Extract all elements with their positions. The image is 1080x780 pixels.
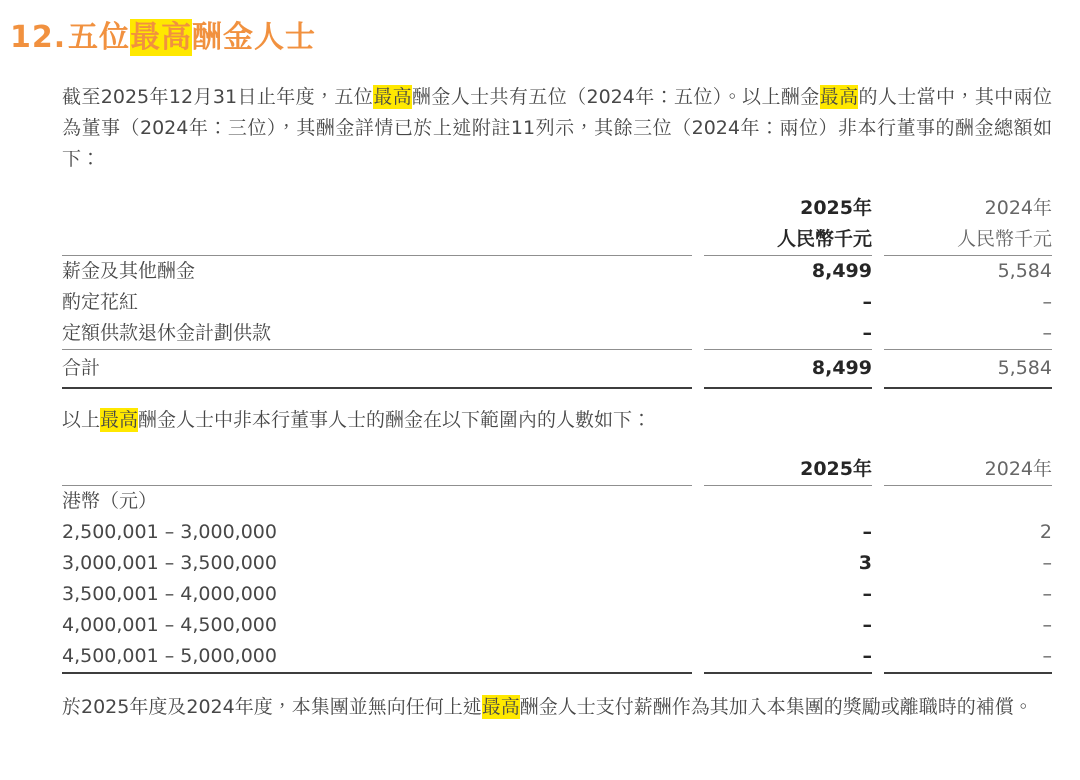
section-number: 12. bbox=[10, 20, 67, 55]
value-2024: – bbox=[1042, 552, 1052, 574]
remuneration-bands-table bbox=[50, 454, 1064, 674]
table-row bbox=[62, 641, 1052, 674]
row-label: 定額供款退休金計劃供款 bbox=[62, 318, 692, 350]
section-heading bbox=[10, 18, 1052, 58]
text-segment: 酬金人士支付薪酬作為其加入本集團的獎勵或離職時的補償。 bbox=[519, 696, 1033, 718]
year-2024-header: 2024年 bbox=[884, 454, 1052, 486]
value-2024: – bbox=[884, 641, 1052, 674]
total-2024: 5,584 bbox=[884, 350, 1052, 389]
table-row bbox=[62, 579, 1052, 610]
section-title bbox=[68, 18, 316, 58]
value-2025: – bbox=[862, 291, 872, 313]
highlight-mark: 最高 bbox=[130, 20, 192, 55]
row-label: 4,000,001 – 4,500,000 bbox=[62, 614, 277, 636]
year-header-row bbox=[62, 193, 1052, 224]
text-segment: 酬金人士共有五位（2024年：五位）。以上酬金 bbox=[411, 86, 820, 108]
row-label: 薪金及其他酬金 bbox=[62, 260, 196, 282]
highlight-mark: 最高 bbox=[481, 696, 520, 718]
highlight-mark: 最高 bbox=[100, 409, 139, 431]
highlight-mark: 最高 bbox=[819, 86, 859, 108]
empty-header-cell bbox=[62, 224, 692, 256]
value-2025: 8,499 bbox=[811, 260, 872, 282]
table-row bbox=[62, 548, 1052, 579]
value-2024: – bbox=[1042, 614, 1052, 636]
value-2025: 3 bbox=[858, 552, 872, 574]
row-label: 2,500,001 – 3,000,000 bbox=[62, 521, 277, 543]
text-segment: 截至2025年12月31日止年度，五位 bbox=[62, 86, 374, 108]
year-2024-header: 2024年 bbox=[984, 197, 1052, 219]
value-2025: – bbox=[704, 318, 872, 350]
value-2025: – bbox=[862, 614, 872, 636]
total-row bbox=[62, 350, 1052, 389]
text-segment: 的人士當中，其中兩位為董事（2024年：三位），其酬金詳情已於上述附註11列示，其餘三位（2024年：兩位）非本行董事的酬金總額如下： bbox=[62, 86, 1052, 170]
text-segment: 以上 bbox=[62, 409, 101, 431]
row-label: 港幣（元） bbox=[62, 490, 158, 512]
closing-paragraph bbox=[62, 692, 1052, 723]
value-2024: – bbox=[1042, 291, 1052, 313]
table-row bbox=[62, 287, 1052, 318]
table-row bbox=[62, 610, 1052, 641]
value-2024 bbox=[884, 486, 1052, 517]
value-2024: – bbox=[1042, 583, 1052, 605]
year-2025-header: 2025年 bbox=[800, 197, 872, 219]
year-2025-header: 2025年 bbox=[704, 454, 872, 486]
row-label: 酌定花紅 bbox=[62, 291, 139, 313]
table-row bbox=[62, 517, 1052, 548]
emoluments-table bbox=[50, 193, 1064, 389]
table-row bbox=[62, 256, 1052, 287]
text-segment: 五位 bbox=[68, 20, 130, 55]
total-label: 合計 bbox=[62, 350, 692, 389]
value-2025: – bbox=[862, 521, 872, 543]
row-label: 4,500,001 – 5,000,000 bbox=[62, 641, 692, 674]
empty-header-cell bbox=[62, 454, 692, 486]
table-row bbox=[62, 486, 1052, 517]
text-segment: 酬金人士 bbox=[192, 20, 316, 55]
text-segment: 於2025年度及2024年度，本集團並無向任何上述 bbox=[62, 696, 482, 718]
highlight-mark: 最高 bbox=[373, 86, 412, 108]
unit-2024-header: 人民幣千元 bbox=[884, 224, 1052, 256]
bands-paragraph bbox=[62, 405, 1052, 436]
value-2025: – bbox=[704, 641, 872, 674]
value-2024: 2 bbox=[1039, 521, 1052, 543]
intro-paragraph bbox=[62, 82, 1052, 175]
empty-header-cell bbox=[62, 193, 692, 224]
unit-2025-header: 人民幣千元 bbox=[704, 224, 872, 256]
value-2024: – bbox=[884, 318, 1052, 350]
row-label: 3,500,001 – 4,000,000 bbox=[62, 583, 277, 605]
total-2025: 8,499 bbox=[704, 350, 872, 389]
table-row bbox=[62, 318, 1052, 350]
value-2025 bbox=[704, 486, 872, 517]
row-label: 3,000,001 – 3,500,000 bbox=[62, 552, 277, 574]
value-2024: 5,584 bbox=[997, 260, 1052, 282]
year-header-row bbox=[62, 454, 1052, 486]
unit-header-row bbox=[62, 224, 1052, 256]
value-2025: – bbox=[862, 583, 872, 605]
text-segment: 酬金人士中非本行董事人士的酬金在以下範圍內的人數如下： bbox=[138, 409, 652, 431]
